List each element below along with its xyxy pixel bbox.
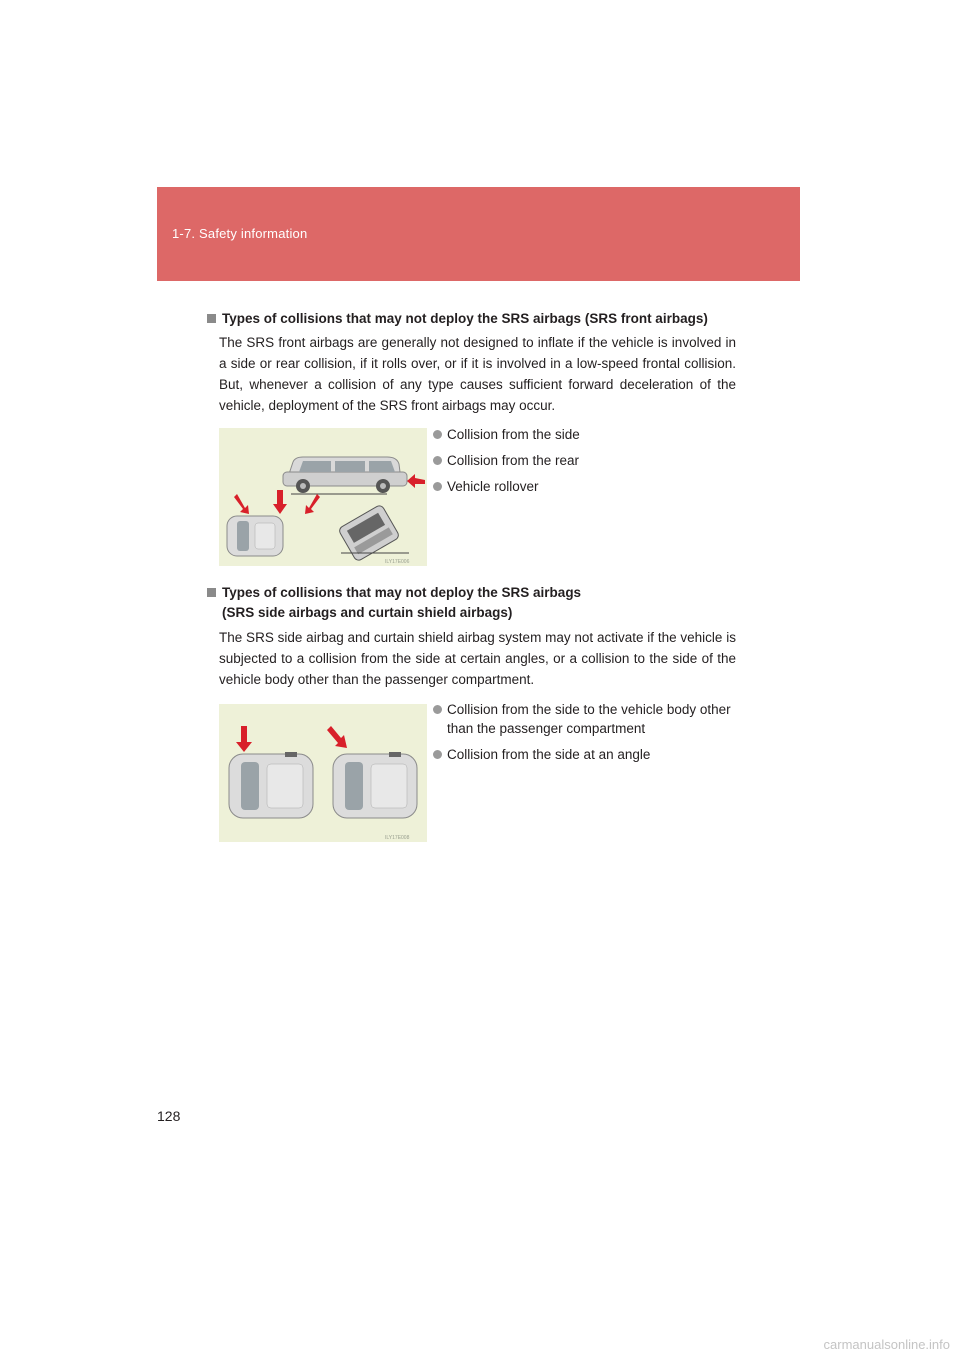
side-collision-arrow-icon xyxy=(236,726,252,752)
figure-front-airbag-collisions xyxy=(219,428,427,566)
list-item: Vehicle rollover xyxy=(432,477,742,496)
section2-bullet-list xyxy=(432,700,742,771)
section2-heading: Types of collisions that may not deploy the SRS airbags (SRS side airbags and curtain shield airbags) xyxy=(207,583,581,623)
square-bullet-icon xyxy=(207,588,216,597)
figure-side-airbag-collisions xyxy=(219,704,427,842)
rear-collision-arrow-icon xyxy=(407,474,425,488)
angled-collision-arrow-icon xyxy=(327,726,347,748)
square-bullet-icon xyxy=(207,314,216,323)
bullet-dot-icon xyxy=(433,705,442,714)
bullet-dot-icon xyxy=(433,750,442,759)
section1-body: The SRS front airbags are generally not designed to inflate if the vehicle is involved in a side or rear collision, if it rolls over, or if it is involved in a low-speed frontal collision. But, whenever a collision of any type causes sufficient forward deceleration of the vehicle, deployment of the SRS front airbags may occur. xyxy=(219,335,736,413)
rollover-vehicle-icon xyxy=(338,504,409,562)
page-number: 128 xyxy=(157,1108,181,1124)
car-top-view-icon xyxy=(333,752,417,818)
list-item: Collision from the rear xyxy=(432,451,742,470)
bullet-dot-icon xyxy=(433,430,442,439)
car-top-view-icon xyxy=(227,516,283,556)
section1-bullet-list xyxy=(432,425,742,503)
car-top-view-icon xyxy=(229,752,313,818)
front-airbag-collisions-illustration xyxy=(219,428,427,566)
bullet-dot-icon xyxy=(433,482,442,491)
suv-side-view-icon xyxy=(283,457,407,494)
section-label: 1-7. Safety information xyxy=(172,226,308,241)
section2-body: The SRS side airbag and curtain shield airbag system may not activate if the vehicle is subjected to a collision from the side at certain angles, or a collision to the side of the vehicle body other than the passenger compartment. xyxy=(219,630,736,687)
section1-heading: Types of collisions that may not deploy the SRS airbags (SRS front airbags) xyxy=(207,309,708,329)
svg-text:ILY17E006: ILY17E006 xyxy=(385,559,410,565)
bullet-dot-icon xyxy=(433,456,442,465)
list-item: Collision from the side at an angle xyxy=(432,745,742,764)
svg-text:ILY17E008: ILY17E008 xyxy=(385,835,410,841)
side-airbag-collisions-illustration xyxy=(219,704,427,842)
watermark[interactable]: carmanualsonline.info xyxy=(823,1337,950,1352)
list-item: Collision from the side xyxy=(432,425,742,444)
list-item: Collision from the side to the vehicle body other than the passenger compartment xyxy=(432,700,742,738)
